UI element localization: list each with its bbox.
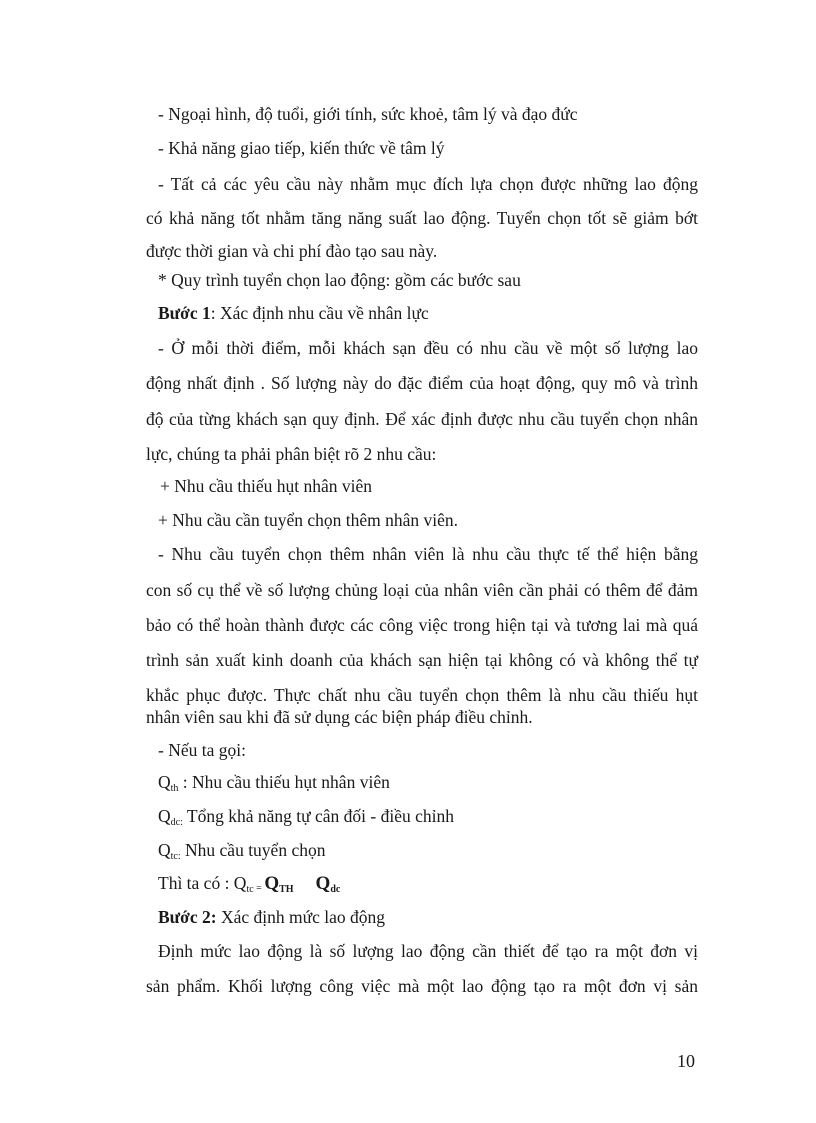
step-title: : Xác định nhu cầu về nhân lực: [210, 303, 429, 323]
text-line: động nhất định . Số lượng này do đặc điểm của hoạt động, quy mô và trình: [146, 373, 698, 393]
text-line: bảo có thể hoàn thành được các công việc trong hiện tại và tương lai mà quá: [146, 615, 698, 635]
text-line: lực, chúng ta phải phân biệt rõ 2 nhu cầu:: [146, 444, 437, 464]
text-line: - Khả năng giao tiếp, kiến thức về tâm lý: [158, 138, 445, 158]
text-line: độ của từng khách sạn quy định. Để xác định được nhu cầu tuyển chọn nhân: [146, 409, 698, 429]
formula-subscript: tc: [246, 884, 254, 895]
text-line: có khả năng tốt nhằm tăng năng suất lao động. Tuyển chọn tốt sẽ giảm bớt: [146, 208, 698, 228]
formula-subscript: dc: [330, 884, 341, 895]
step-label: Bước 1: [158, 303, 211, 323]
text-line: - Nhu cầu tuyển chọn thêm nhân viên là nhu cầu thực tế thể hiện bằng: [158, 544, 698, 564]
text-line: được thời gian và chi phí đào tạo sau này.: [146, 241, 438, 261]
text-line: sản phẩm. Khối lượng công việc mà một lao động tạo ra một đơn vị sản: [146, 976, 698, 996]
definition-qth: [158, 772, 390, 793]
definition-text: : Nhu cầu thiếu hụt nhân viên: [178, 772, 390, 792]
text-line: khắc phục được. Thực chất nhu cầu tuyển chọn thêm là nhu cầu thiếu hụt: [146, 685, 698, 705]
text-line: nhân viên sau khi đã sử dụng các biện pháp điều chỉnh.: [146, 707, 533, 727]
text-line: * Quy trình tuyển chọn lao động: gồm các bước sau: [158, 270, 521, 290]
definition-text: Tổng khả năng tự cân đối - điều chỉnh: [182, 806, 454, 826]
symbol: Q: [158, 806, 171, 826]
step-heading: [158, 907, 385, 928]
text-line: - Ngoại hình, độ tuổi, giới tính, sức khoẻ, tâm lý và đạo đức: [158, 104, 578, 124]
page-number: 10: [677, 1051, 695, 1071]
step-heading: [158, 303, 429, 324]
formula-prefix: Thì ta có : Q: [158, 873, 247, 893]
formula: [158, 873, 340, 895]
symbol: Q: [158, 840, 171, 860]
definition-qdc: [158, 806, 454, 827]
formula-equals: =: [253, 883, 265, 894]
list-item: + Nhu cầu cần tuyển chọn thêm nhân viên.: [158, 510, 458, 530]
symbol-subscript: th: [170, 783, 179, 794]
text-line: - Ở mỗi thời điểm, mỗi khách sạn đều có nhu cầu về một số lượng lao: [158, 338, 698, 358]
definition-qtc: [158, 840, 325, 861]
symbol-subscript: dc:: [170, 817, 183, 828]
symbol-subscript: tc:: [170, 851, 181, 862]
text-line: - Tất cả các yêu cầu này nhằm mục đích lựa chọn được những lao động: [158, 174, 698, 194]
text-line: con số cụ thể về số lượng chủng loại của nhân viên cần phải có thêm để đảm: [146, 580, 698, 600]
text-line: - Nếu ta gọi:: [158, 740, 246, 760]
formula-symbol: Q: [264, 873, 280, 894]
text-line: trình sản xuất kinh doanh của khách sạn hiện tại không có và không thể tự: [146, 650, 698, 670]
definition-text: Nhu cầu tuyển chọn: [180, 840, 326, 860]
formula-subscript: TH: [279, 884, 294, 895]
text-line: Định mức lao động là số lượng lao động cần thiết để tạo ra một đơn vị: [158, 941, 698, 961]
list-item: + Nhu cầu thiếu hụt nhân viên: [160, 476, 373, 496]
step-label: Bước 2:: [158, 907, 217, 927]
step-title: Xác định mức lao động: [216, 907, 385, 927]
formula-symbol: Q: [315, 873, 331, 894]
symbol: Q: [158, 772, 171, 792]
